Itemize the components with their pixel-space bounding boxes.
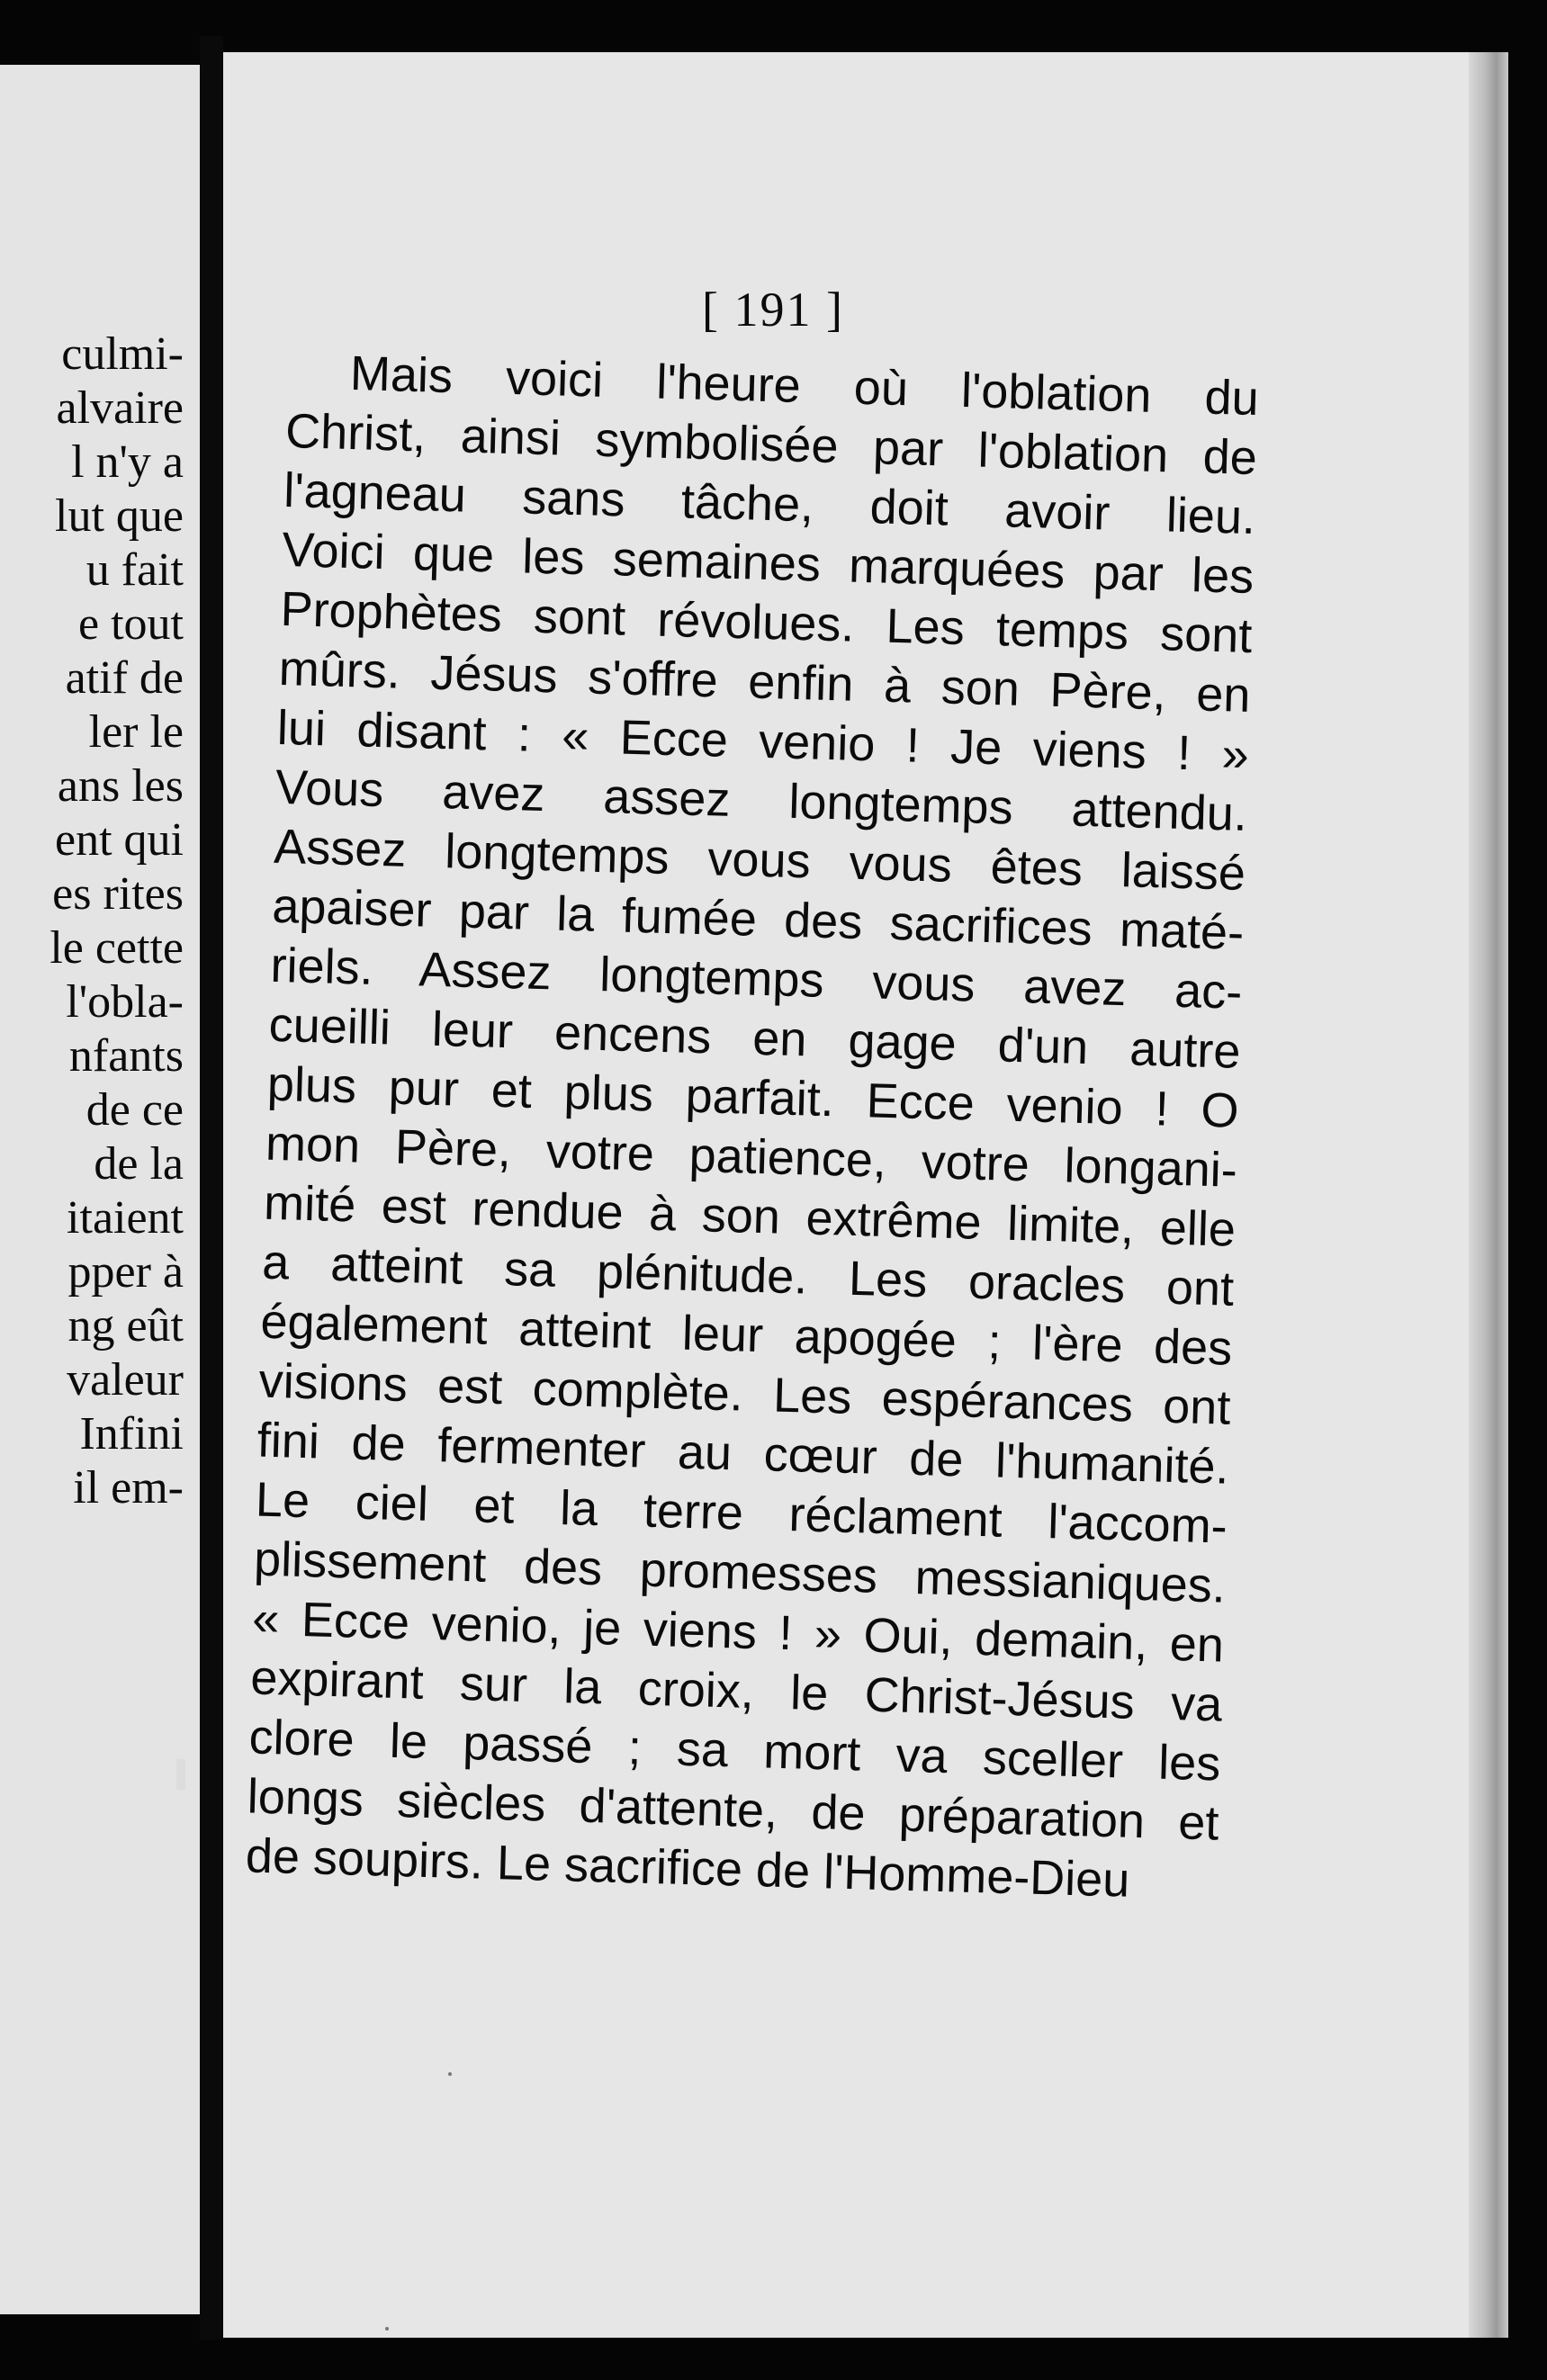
text-line: longs siècles d'attente, de préparation et bbox=[247, 1769, 1220, 1851]
left-page-line: ler le bbox=[88, 706, 184, 758]
left-page-line: valeur bbox=[67, 1354, 184, 1406]
gutter-edge-mark bbox=[176, 1759, 185, 1790]
text-line: Le ciel et la terre réclament l'accom- bbox=[255, 1472, 1228, 1554]
text-line: de soupirs. Le sacrifice de l'Homme-Dieu bbox=[245, 1828, 1131, 1908]
text-line: Mais voici l'heure où l'oblation du bbox=[349, 346, 1260, 427]
left-page-line: es rites bbox=[52, 868, 184, 920]
left-page-line: l'obla- bbox=[66, 976, 184, 1028]
text-line: fini de fermenter au cœur de l'humanité. bbox=[256, 1413, 1230, 1495]
left-page-line: ent qui bbox=[55, 814, 184, 866]
text-line: mûrs. Jésus s'offre enfin à son Père, en bbox=[278, 641, 1252, 723]
text-line: a atteint sa plénitude. Les oracles ont bbox=[261, 1235, 1235, 1316]
left-page-line: atif de bbox=[65, 652, 184, 704]
left-page-line: il em- bbox=[73, 1462, 184, 1513]
page-body-text bbox=[245, 342, 1259, 1912]
left-page-line: itaient bbox=[67, 1192, 184, 1244]
left-page-line: l n'y a bbox=[71, 436, 184, 488]
left-page-line: lut que bbox=[55, 490, 184, 542]
text-line: lui disant : « Ecce venio ! Je viens ! » bbox=[276, 700, 1250, 782]
text-line: Prophètes sont révolues. Les temps sont bbox=[279, 581, 1254, 664]
left-page-line: culmi- bbox=[61, 328, 184, 380]
scan-speck bbox=[448, 2072, 452, 2076]
text-line: clore le passé ; sa mort va sceller les bbox=[247, 1710, 1222, 1792]
text-line: expirant sur la croix, le Christ-Jésus va bbox=[249, 1650, 1223, 1732]
left-page-line: Infini bbox=[79, 1408, 184, 1459]
left-page-line: de la bbox=[94, 1138, 184, 1190]
text-line: également atteint leur apogée ; l'ère des bbox=[259, 1294, 1234, 1376]
text-line: Christ, ainsi symbolisée par l'oblation de bbox=[284, 403, 1258, 486]
text-line: cueilli leur encens en gage d'un autre bbox=[267, 997, 1242, 1079]
scan-speck bbox=[385, 2327, 389, 2331]
left-page-line: ng eût bbox=[67, 1300, 184, 1352]
left-page-line: ans les bbox=[57, 760, 184, 812]
text-line: visions est complète. Les espérances ont bbox=[257, 1353, 1232, 1435]
left-page-line: nfants bbox=[68, 1030, 184, 1082]
previous-page-fragment bbox=[0, 65, 200, 2314]
text-line: « Ecce venio, je viens ! » Oui, demain, en bbox=[251, 1591, 1225, 1673]
text-line: plissement des promesses messianiques. bbox=[253, 1531, 1227, 1613]
left-page-line: pper à bbox=[67, 1246, 184, 1298]
left-page-line: u fait bbox=[85, 544, 184, 596]
left-page-line: le cette bbox=[49, 922, 184, 974]
left-page-line: alvaire bbox=[56, 382, 184, 434]
text-line: mité est rendue à son extrême limite, elle bbox=[263, 1175, 1237, 1257]
page-number: [ 191 ] bbox=[702, 283, 844, 337]
left-page-line: de ce bbox=[85, 1084, 184, 1136]
text-line: Assez longtemps vous vous êtes laissé bbox=[273, 819, 1246, 901]
page-edge-shadow bbox=[1469, 52, 1508, 2338]
text-line: apaiser par la fumée des sacrifices maté- bbox=[271, 878, 1245, 960]
text-line: l'agneau sans tâche, doit avoir lieu. bbox=[283, 463, 1256, 545]
left-page-line: e tout bbox=[78, 598, 184, 650]
text-line: riels. Assez longtemps vous avez ac- bbox=[269, 938, 1244, 1019]
text-line: plus pur et plus parfait. Ecce venio ! O bbox=[266, 1056, 1240, 1138]
text-line: Vous avez assez longtemps attendu. bbox=[274, 759, 1248, 841]
book-gutter bbox=[200, 36, 223, 2340]
current-page bbox=[223, 52, 1508, 2338]
text-line: Voici que les semaines marquées par les bbox=[281, 522, 1255, 605]
text-line: mon Père, votre patience, votre longani- bbox=[265, 1116, 1238, 1198]
